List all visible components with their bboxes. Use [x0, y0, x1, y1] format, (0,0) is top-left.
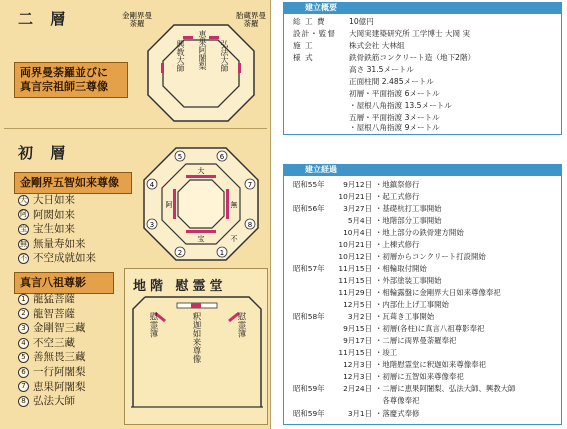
timeline-date: 10月21日 [338, 240, 372, 249]
list-marker: 無 [20, 239, 27, 248]
timeline-bullet: ・ [375, 372, 383, 381]
timeline-date: 12月5日 [343, 300, 372, 309]
list-item-label: 無量寿如来 [33, 237, 86, 250]
gaiyo-row [293, 41, 405, 51]
gaiyo-row [293, 65, 414, 75]
timeline-event: 内部仕上げ工事開始 [382, 300, 449, 309]
timeline-date: 10月21日 [338, 192, 372, 201]
timeline-row [293, 228, 464, 238]
gaiyo-key: 設計・監督 [293, 29, 336, 38]
gaiyo-value: 鉄骨鉄筋コンクリート造（地下2階） [349, 53, 476, 62]
list-marker: 1 [18, 294, 29, 305]
gaiyo-key: 施 工 [293, 41, 314, 50]
timeline-row [293, 288, 501, 298]
timeline-bullet: ・ [375, 180, 383, 189]
timeline-year: 昭和56年 [293, 204, 325, 213]
floor2-title: 二 層 [18, 10, 72, 28]
list-item [18, 251, 96, 266]
buddha-mark: 阿 [165, 201, 173, 209]
pillar-number: 8 [247, 221, 253, 229]
timeline-row [293, 409, 419, 419]
list-item [18, 292, 86, 307]
timeline-bullet: ・ [375, 228, 383, 237]
timeline-bullet: ・ [375, 360, 383, 369]
timeline-date: 12月3日 [343, 372, 372, 381]
list-item-label: 金剛智三藏 [33, 322, 86, 335]
timeline-row [293, 312, 434, 322]
timeline-event: 地鎮祭修行 [382, 180, 420, 189]
list-item-label: 善無畏三藏 [33, 351, 86, 364]
list-item [18, 321, 86, 336]
timeline-row [293, 240, 419, 250]
floor2-seat-mark [183, 36, 193, 39]
basement-label-right: 慰霊簿 [236, 312, 246, 338]
floor2-seat-mark [161, 63, 164, 73]
timeline-event: 起工式修行 [382, 192, 420, 201]
floor2-label-kongo: 金剛界曼荼羅 [122, 11, 152, 28]
floor1-soei-box: 真言八祖尊影 [14, 272, 114, 294]
section-divider [4, 128, 267, 129]
list-item [18, 365, 86, 380]
keii-header: 建立経過 [283, 164, 562, 175]
timeline-bullet: ・ [375, 240, 383, 249]
timeline-row [293, 204, 442, 214]
timeline-event: 外部塗装工事開始 [382, 276, 442, 285]
timeline-event: 初層(各柱)に真言八祖尊影奉祀 [382, 324, 485, 333]
timeline-event: 各尊像奉祀 [382, 396, 420, 405]
timeline-date: 2月24日 [343, 384, 372, 393]
list-item-label: 一行阿闍梨 [33, 365, 86, 378]
timeline-bullet: ・ [375, 252, 383, 261]
gaiyo-value: 10億円 [349, 17, 374, 26]
floor1-title: 初 層 [18, 144, 72, 162]
floor2-label-kogyo: 興教大師 [176, 40, 185, 72]
basement-label-center: 釈迦如来尊像 [191, 312, 201, 363]
timeline-date: 11月15日 [338, 276, 372, 285]
timeline-bullet: ・ [375, 216, 383, 225]
list-marker: 宝 [20, 224, 27, 233]
list-item [18, 350, 86, 365]
pillar-number: 4 [149, 181, 155, 189]
gaiyo-value: 高さ 31.5メートル [349, 65, 414, 74]
gaiyo-row [293, 53, 475, 63]
timeline-date: 9月17日 [343, 336, 372, 345]
gaiyo-value: ・屋根八角指渡 9メートル [349, 123, 440, 132]
floor2-label-kobo: 弘法大師 [220, 40, 229, 72]
gaiyo-value: 初層・平面指渡 6メートル [349, 89, 440, 98]
list-marker: 3 [18, 323, 29, 334]
timeline-bullet: ・ [375, 192, 383, 201]
timeline-year: 昭和55年 [293, 180, 325, 189]
list-marker: 6 [18, 367, 29, 378]
gaiyo-header: 建立概要 [283, 2, 562, 13]
timeline-row [293, 396, 419, 406]
timeline-date: 11月15日 [338, 264, 372, 273]
gaiyo-key: 様 式 [293, 53, 314, 62]
list-item [18, 307, 86, 322]
timeline-bullet: ・ [375, 348, 383, 357]
gaiyo-value: 大岡実建築研究所 工学博士 大岡 実 [349, 29, 471, 38]
timeline-event: 瓦葺き工事開始 [382, 312, 435, 321]
gaiyo-value: 株式会社 大林組 [349, 41, 405, 50]
info-panel [283, 0, 567, 429]
list-item [18, 222, 96, 237]
list-marker: 阿 [20, 210, 27, 219]
timeline-date: 3月27日 [343, 204, 372, 213]
timeline-row [293, 384, 515, 394]
timeline-bullet: ・ [375, 312, 383, 321]
list-item [18, 380, 86, 395]
gaiyo-value: 五層・平面指渡 3メートル [349, 113, 440, 122]
floor2-label-taizo: 胎蔵界曼荼羅 [236, 11, 266, 28]
timeline-row [293, 324, 484, 334]
timeline-bullet: ・ [375, 204, 383, 213]
buddha-mark: 不 [230, 235, 238, 243]
timeline-event: 二層に恵果阿闍梨、弘法大師、興教大師 [382, 384, 516, 393]
timeline-date: 11月29日 [338, 288, 372, 297]
timeline-event: 地階慰霊堂に釈迦如来尊像奉祀 [382, 360, 486, 369]
list-marker: 大 [20, 195, 27, 204]
gaiyo-row [293, 123, 440, 133]
timeline-bullet: ・ [375, 276, 383, 285]
timeline-bullet: ・ [375, 288, 383, 297]
list-item-label: 弘法大師 [33, 395, 75, 408]
timeline-row [293, 300, 449, 310]
timeline-row [293, 192, 419, 202]
timeline-event: 竣工 [382, 348, 398, 357]
timeline-date: 11月15日 [338, 348, 372, 357]
floor1-altar-mark [186, 230, 216, 233]
timeline-event: 落慶式奉修 [382, 409, 420, 418]
timeline-event: 相輪取付開始 [382, 264, 427, 273]
timeline-year: 昭和59年 [293, 409, 325, 418]
gaiyo-row [293, 77, 434, 87]
gaiyo-value: ・屋根八角指渡 13.5メートル [349, 101, 452, 110]
list-item-label: 龍猛菩薩 [33, 293, 75, 305]
floor2-caption-line1: 両界曼荼羅並びに [20, 66, 108, 79]
timeline-row [293, 372, 464, 382]
list-marker: 5 [18, 352, 29, 363]
floor1-altar-mark [173, 189, 176, 219]
buddha-mark: 宝 [197, 235, 205, 243]
list-marker: 不 [20, 254, 27, 263]
floor-plan-panel [0, 0, 271, 429]
basement-altar-mark [191, 303, 201, 308]
timeline-year: 昭和57年 [293, 264, 325, 273]
floor2-label-eika: 恵果阿闍梨 [198, 30, 207, 70]
list-item-label: 龍智菩薩 [33, 307, 75, 320]
gaiyo-row [293, 29, 470, 39]
timeline-date: 10月12日 [338, 252, 372, 261]
list-item-label: 宝生如来 [33, 223, 75, 236]
gaiyo-value: 正面柱間 2.485メートル [349, 77, 434, 86]
timeline-year: 昭和59年 [293, 384, 325, 393]
timeline-event: 初層に五智如来尊像奉祀 [382, 372, 464, 381]
timeline-row [293, 180, 419, 190]
basement-title: 地階 慰霊堂 [133, 279, 227, 294]
timeline-bullet: ・ [375, 384, 383, 393]
floor1-altar-mark [226, 189, 229, 219]
timeline-row [293, 264, 427, 274]
timeline-row [293, 252, 486, 262]
floor2-seat-mark [238, 63, 241, 73]
gaiyo-row [293, 101, 452, 111]
timeline-date: 5月4日 [347, 216, 372, 225]
pillar-number: 6 [219, 153, 225, 161]
timeline-bullet: ・ [375, 300, 383, 309]
list-item-label: 恵果阿闍梨 [33, 380, 86, 393]
list-marker: 7 [18, 381, 29, 392]
pillar-number: 3 [149, 221, 155, 229]
timeline-date: 10月4日 [343, 228, 372, 237]
timeline-row [293, 216, 442, 226]
gaiyo-row [293, 89, 440, 99]
floor1-octagon-diagram [136, 140, 266, 265]
soei-list [18, 292, 86, 409]
pillar-number: 5 [177, 153, 183, 161]
list-marker: 8 [18, 396, 29, 407]
timeline-bullet: ・ [375, 264, 383, 273]
buddha-mark: 無 [230, 201, 238, 209]
list-item-label: 大日如来 [33, 194, 75, 206]
list-item [18, 336, 86, 351]
list-item [18, 193, 96, 208]
floor1-nyorai-box: 金剛界五智如来尊像 [14, 172, 132, 194]
list-marker: 2 [18, 308, 29, 319]
gaiyo-row [293, 17, 374, 27]
floor2-caption-line2: 真言宗祖師三尊像 [20, 80, 108, 93]
timeline-event: 地階部分工事開始 [382, 216, 442, 225]
floor1-altar-mark [186, 175, 216, 178]
timeline-row [293, 360, 486, 370]
timeline-date: 3月1日 [347, 409, 372, 418]
gaiyo-row [293, 113, 440, 123]
list-marker: 4 [18, 338, 29, 349]
timeline-row [293, 348, 397, 358]
timeline-date: 9月12日 [343, 180, 372, 189]
basement-label-left: 慰霊簿 [148, 312, 158, 338]
timeline-date: 3月2日 [347, 312, 372, 321]
list-item [18, 394, 86, 409]
list-item [18, 208, 96, 223]
gaiyo-key: 総 工 費 [293, 17, 326, 26]
timeline-date: 9月15日 [343, 324, 372, 333]
timeline-row [293, 336, 456, 346]
timeline-bullet: ・ [375, 409, 383, 418]
list-item-label: 阿閦如来 [33, 208, 75, 221]
timeline-event: 相輪露盤に金剛界大日如来尊像奉祀 [382, 288, 501, 297]
nyorai-list [18, 193, 96, 266]
pillar-number: 2 [177, 249, 183, 257]
timeline-date: 12月3日 [343, 360, 372, 369]
buddha-mark: 大 [197, 167, 205, 175]
timeline-event: 地上部分の鉄骨建方開始 [382, 228, 464, 237]
list-item [18, 237, 96, 252]
floor2-caption-box [14, 62, 128, 98]
pillar-number: 7 [247, 181, 253, 189]
floor2-seat-mark [209, 36, 219, 39]
timeline-row [293, 276, 442, 286]
list-item-label: 不空三藏 [33, 336, 75, 349]
timeline-event: 基礎杭打工事開始 [382, 204, 442, 213]
pillar-number: 1 [219, 249, 225, 257]
timeline-year: 昭和58年 [293, 312, 325, 321]
timeline-event: 初層からコンクリート打設開始 [382, 252, 486, 261]
timeline-event: 上棟式修行 [382, 240, 420, 249]
list-item-label: 不空成就如来 [33, 252, 96, 265]
timeline-bullet: ・ [375, 336, 383, 345]
timeline-bullet: ・ [375, 324, 383, 333]
timeline-event: 二層に両界曼荼羅奉祀 [382, 336, 457, 345]
